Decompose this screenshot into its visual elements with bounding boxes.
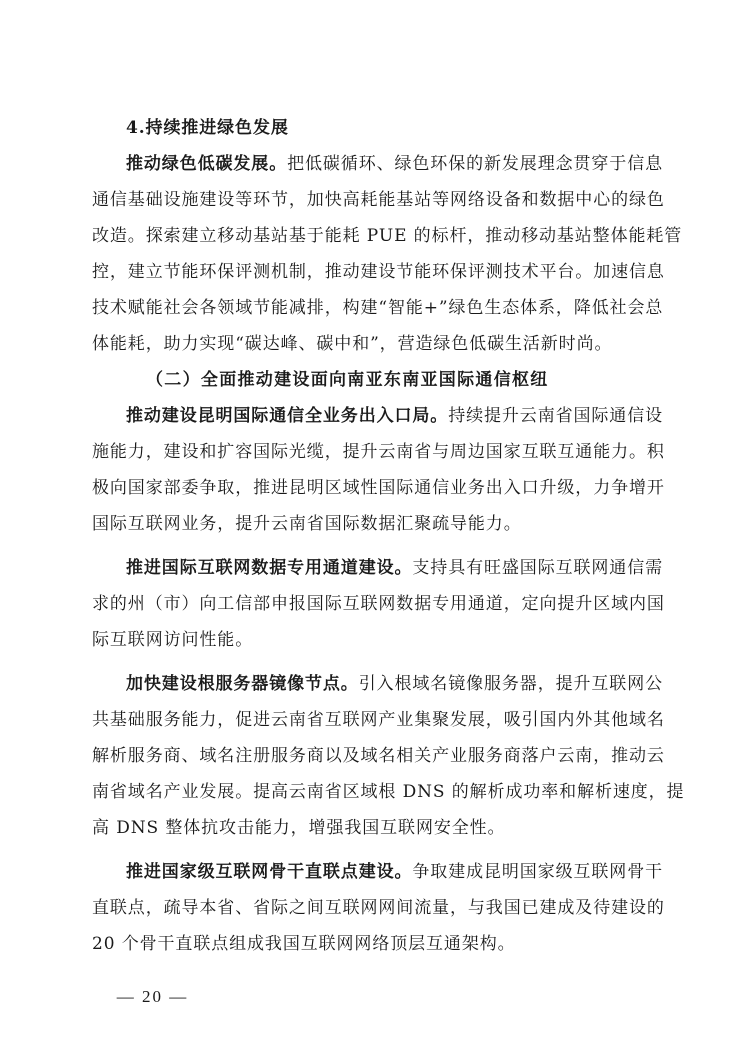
- paragraph-line: 极向国家部委争取，推进昆明区域性国际通信业务出入口升级，力争增开: [92, 478, 665, 498]
- paragraph-spacing: [92, 542, 672, 550]
- paragraph-line: [92, 666, 672, 702]
- paragraph-lead: 推动建设昆明国际通信全业务出入口局。: [126, 406, 449, 426]
- paragraph-line: 解析服务商、域名注册服务商以及域名相关产业服务商落户云南，推动云: [92, 746, 665, 766]
- paragraph-lead: 推进国际互联网数据专用通道建设。: [126, 558, 413, 578]
- paragraph-text: 持续提升云南省国际通信设: [448, 406, 664, 426]
- paragraph-line: 际互联网访问性能。: [92, 630, 254, 650]
- paragraph-line: 改造。探索建立移动基站基于能耗 PUE 的标杆，推动移动基站整体能耗管: [92, 226, 683, 246]
- paragraph-text: 引入根域名镜像服务器，提升互联网公: [358, 674, 664, 694]
- paragraph-lead: 加快建设根服务器镜像节点。: [126, 674, 359, 694]
- paragraph-line: [92, 550, 672, 586]
- paragraph-line: [92, 146, 672, 182]
- paragraph-spacing: [92, 846, 672, 854]
- paragraph-line: 体能耗，助力实现“碳达峰、碳中和”，营造绿色低碳生活新时尚。: [92, 334, 613, 354]
- page-number: — 20 —: [116, 987, 189, 1006]
- paragraph-line: 通信基础设施建设等环节，加快高耗能基站等网络设备和数据中心的绿色: [92, 190, 665, 210]
- paragraph-line: 技术赋能社会各领域节能减排，构建“智能+”绿色生态体系，降低社会总: [92, 298, 664, 318]
- paragraph-text: 支持具有旺盛国际互联网通信需: [412, 558, 664, 578]
- paragraph-lead: 推动绿色低碳发展。: [126, 154, 288, 174]
- paragraph-line: [92, 398, 672, 434]
- document-body: [92, 110, 685, 962]
- paragraph-line: 控，建立节能环保评测机制，推动建设节能环保评测技术平台。加速信息: [92, 262, 665, 282]
- paragraph-line: 求的州（市）向工信部申报国际互联网数据专用通道，定向提升区域内国: [92, 594, 665, 614]
- section-heading: （二）全面推动建设面向南亚东南亚国际通信枢纽: [146, 370, 549, 390]
- paragraph-line: 20 个骨干直联点组成我国互联网网络顶层互通架构。: [92, 934, 516, 954]
- paragraph-line: [92, 854, 672, 890]
- paragraph-line: 共基础服务能力，促进云南省互联网产业集聚发展，吸引国内外其他域名: [92, 710, 665, 730]
- paragraph-line: 直联点，疏导本省、省际之间互联网网间流量，与我国已建成及待建设的: [92, 898, 665, 918]
- paragraph-text: 争取建成昆明国家级互联网骨干: [412, 862, 664, 882]
- paragraph-line: 国际互联网业务，提升云南省国际数据汇聚疏导能力。: [92, 514, 522, 534]
- paragraph-line: 高 DNS 整体抗攻击能力，增强我国互联网安全性。: [92, 818, 506, 838]
- paragraph-lead: 推进国家级互联网骨干直联点建设。: [126, 862, 413, 882]
- subsection-heading: 4.持续推进绿色发展: [126, 118, 289, 138]
- paragraph-text: 把低碳循环、绿色环保的新发展理念贯穿于信息: [287, 154, 664, 174]
- paragraph-line: 南省域名产业发展。提高云南省区域根 DNS 的解析成功率和解析速度，提: [92, 782, 685, 802]
- paragraph-line: 施能力，建设和扩容国际光缆，提升云南省与周边国家互联互通能力。积: [92, 442, 665, 462]
- paragraph-spacing: [92, 658, 672, 666]
